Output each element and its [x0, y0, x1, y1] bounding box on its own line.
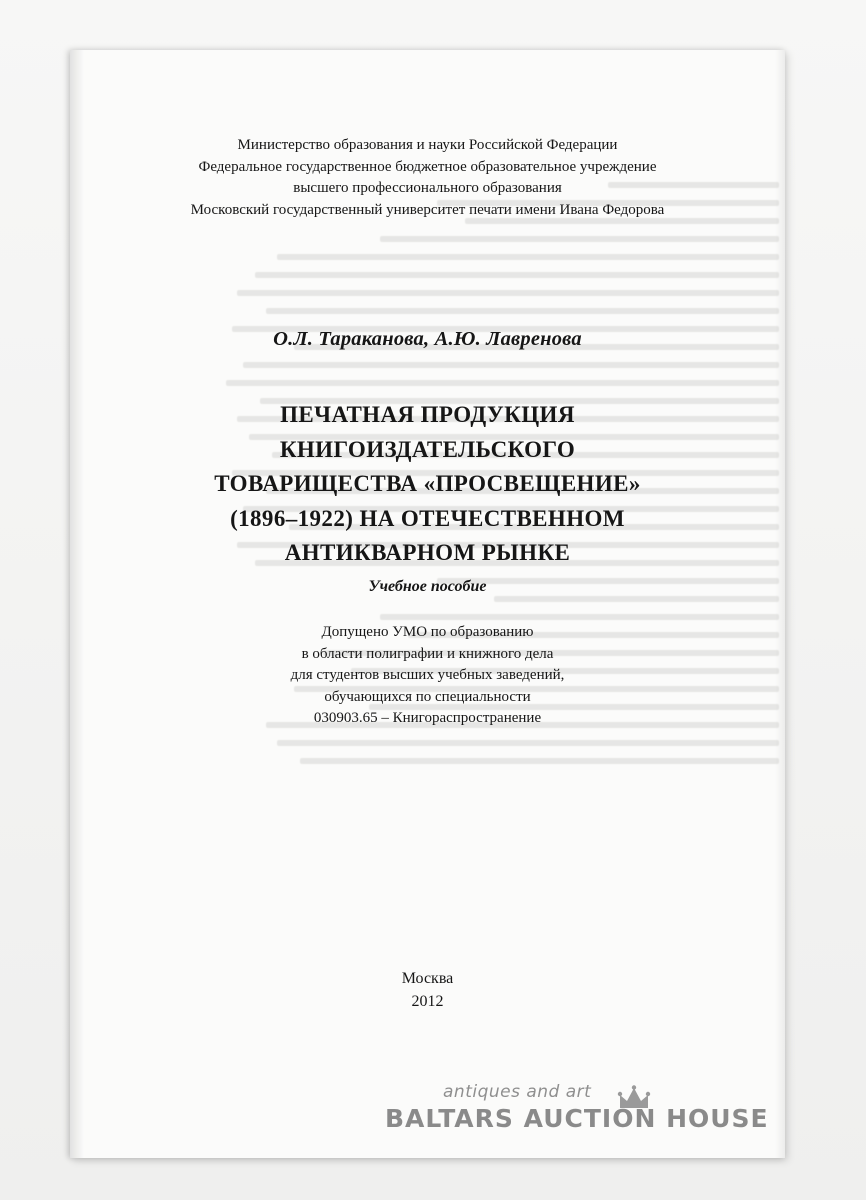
imprint [70, 967, 785, 1013]
book-page [70, 50, 785, 1158]
title-line: ПЕЧАТНАЯ ПРОДУКЦИЯ [280, 402, 575, 427]
approval-line: в области полиграфии и книжного дела [301, 645, 554, 662]
title-line: (1896–1922) НА ОТЕЧЕСТВЕННОМ [230, 505, 625, 531]
title-line: КНИГОИЗДАТЕЛЬСКОГО [279, 436, 576, 462]
ministry-line: Московский государственный университет печати имени Ивана Федорова [190, 201, 665, 218]
imprint-year: 2012 [411, 993, 444, 1010]
approval-line: для студентов высших учебных заведений, [290, 667, 565, 683]
approval-line: 030903.65 – Книгораспространение [313, 710, 542, 726]
approval-line: Допущено УМО по образованию [321, 624, 534, 640]
ministry-line: Министерство образования и науки Российской Федерации [237, 137, 618, 153]
watermark-name: BALTARS AUCTION HOUSE [385, 1104, 769, 1133]
title-line: ТОВАРИЩЕСТВА «ПРОСВЕЩЕНИЕ» [214, 471, 641, 496]
imprint-city: Москва [401, 970, 454, 987]
title-line: АНТИКВАРНОМ РЫНКЕ [284, 540, 571, 565]
book-title [70, 398, 785, 571]
ministry-line: Федеральное государственное бюджетное образовательное учреждение [198, 158, 657, 175]
approval-line: обучающихся по специальности [324, 688, 531, 705]
ministry-header [70, 135, 785, 221]
authors: О.Л. Тараканова, А.Ю. Лавренова [273, 328, 582, 350]
book-subtitle: Учебное пособие [368, 578, 487, 595]
title-page-content [70, 50, 785, 1158]
ministry-line: высшего профессионального образования [293, 180, 562, 196]
watermark [385, 1082, 805, 1172]
approval-note [70, 622, 785, 730]
watermark-tagline: antiques and art [443, 1082, 592, 1102]
